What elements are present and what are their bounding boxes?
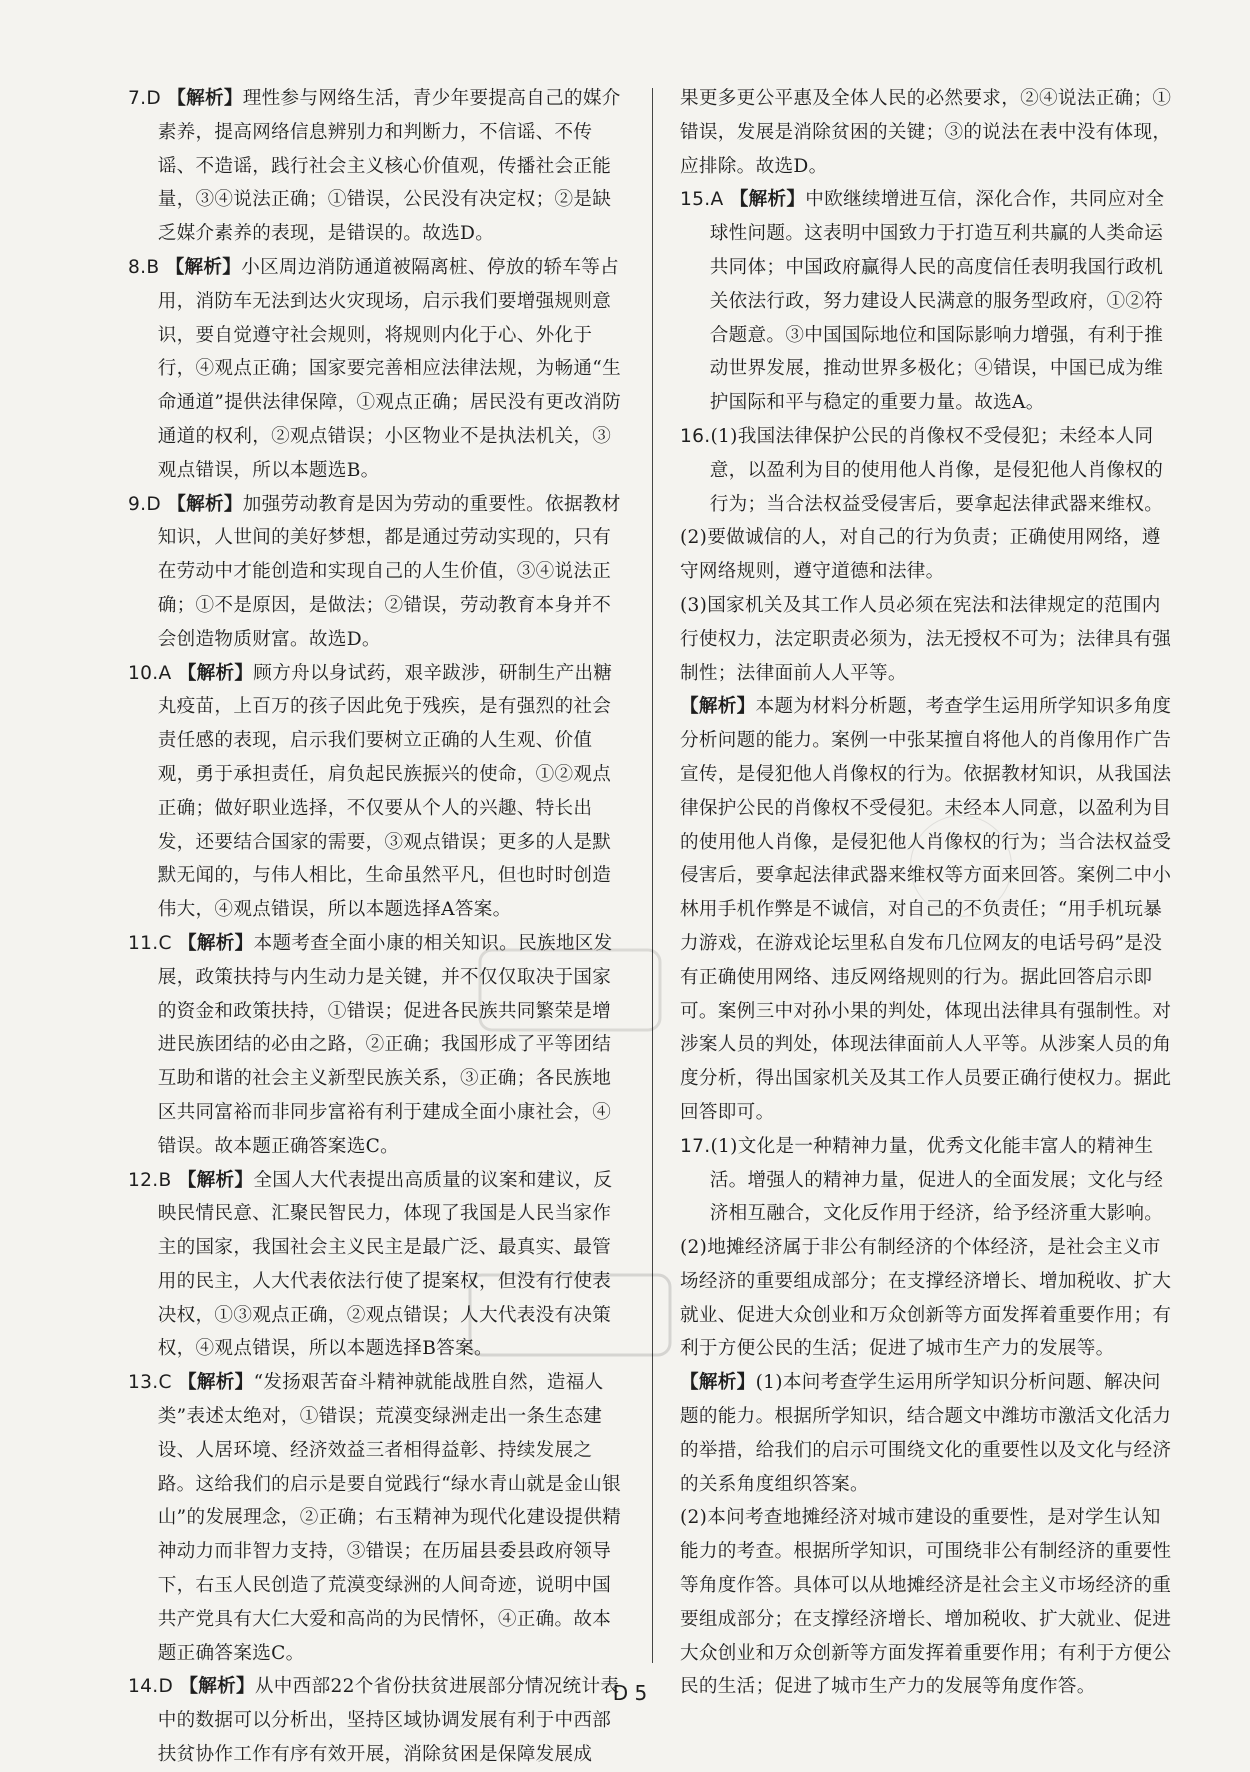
answer-item: [128, 657, 626, 927]
item-text: 顾方舟以身试药，艰辛跋涉，研制生产出糖丸疫苗，上百万的孩子因此免于残疾，是有强烈的社会责任感的表现，启示我们要树立正确的人生观、价值观，勇于承担责任，肩负起民族振兴的使命，①②观点正确；做好职业选择，不仅要从个人的兴趣、特长出发，还要结合国家的需要，③观点错误；更多的人是默默无闻的，与伟人相比，生命虽然平凡，但也时时创造伟大，④观点错误，所以本题选择A答案。: [157, 662, 613, 921]
item-number: 12.B: [128, 1169, 172, 1191]
analysis-tag: 【解析】: [177, 1372, 254, 1394]
item-number: 8.B: [128, 256, 160, 278]
analysis-tag: 【解析】: [177, 932, 254, 954]
analysis-tag: 【解析】: [165, 256, 242, 278]
analysis-tag: 【解析】: [177, 1169, 254, 1191]
item-text: (1)本问考查学生运用所学知识分析问题、解决问题的能力。根据所学知识，结合题文中潍坊市激活文化活力的举措，给我们的启示可围绕文化的重要性以及文化与经济的关系角度组织答案。: [680, 1372, 1172, 1495]
page-number: D 5: [612, 1681, 648, 1705]
answer-item: [680, 183, 1178, 420]
item-number: 7.D: [128, 88, 161, 109]
watermark-icon: [470, 935, 670, 1045]
analysis-tag: 【解析】: [179, 1676, 255, 1698]
analysis-tag: 【解析】: [177, 662, 254, 684]
analysis-tag: 【解析】: [680, 1372, 756, 1394]
item-number: 15.A: [680, 189, 724, 211]
item-text: 本题为材料分析题，考查学生运用所学知识多角度分析问题的能力。案例一中张某擅自将他人的肖像用作广告宣传，是侵犯他人肖像权的行为。依据教材知识，从我国法律保护公民的肖像权不受侵犯。未经本人同意，以盈利为目的使用他人肖像，是侵犯他人肖像权的行为；当合法权益受侵害后，要拿起法律武器来维权等方面来回答。案例二中小林用手机作弊是不诚信，对自己的不负责任；“用手机玩暴力游戏，在游戏论坛里私自发布几位网友的电话号码”是没有正确使用网络、违反网络规则的行为。据此回答启示即可。案例三中对孙小果的判处，体现出法律具有强制性。对涉案人员的判处，体现法律面前人人平等。从涉案人员的角度分析，得出国家机关及其工作人员要正确行使权力。据此回答即可。: [680, 696, 1172, 1123]
item-number: 16.: [680, 425, 711, 447]
sub-answer: [680, 1501, 1178, 1704]
item-number: 14.D: [128, 1676, 174, 1698]
answer-item: [680, 420, 1178, 521]
analysis-paragraph: [680, 690, 1178, 1129]
item-number: 17.: [680, 1135, 711, 1157]
analysis-tag: 【解析】: [729, 189, 806, 211]
item-text: 全国人大代表提出高质量的议案和建议，反映民情民意、汇聚民智民力，体现了我国是人民当家作主的国家，我国社会主义民主是最广泛、最真实、最管用的民主，人大代表依法行使了提案权，但没有行使表决权，①③观点正确，②观点错误；人大代表没有决策权，④观点错误，所以本题选择B答案。: [157, 1169, 613, 1360]
answer-item: [680, 1130, 1178, 1231]
item-text: (1)文化是一种精神力量，优秀文化能丰富人的精神生活。增强人的精神力量，促进人的全面发展；文化与经济相互融合，文化反作用于经济，给予经济重大影响。: [709, 1135, 1164, 1225]
answer-item: [128, 251, 626, 488]
item-text: 加强劳动教育是因为劳动的重要性。依据教材知识，人世间的美好梦想，都是通过劳动实现的，只有在劳动中才能创造和实现自己的人生价值，③④说法正确；①不是原因，是做法；②错误，劳动教育本身并不会创造物质财富。故选D。: [157, 493, 621, 650]
item-text: “发扬艰苦奋斗精神就能战胜自然，造福人类”表述太绝对，①错误；荒漠变绿洲走出一条生态建设、人居环境、经济效益三者相得益彰、持续发展之路。这给我们的启示是要自觉践行“绿水青山就是金山银山”的发展理念，②正确；右玉精神为现代化建设提供精神动力而非智力支持，③错误；在历届县委县政府领导下，右玉人民创造了荒漠变绿洲的人间奇迹，说明中国共产党具有大仁大爱和高尚的为民情怀，④正确。故本题正确答案选C。: [157, 1372, 622, 1664]
analysis-tag: 【解析】: [167, 493, 243, 515]
answer-item: [128, 1366, 626, 1670]
item-text: 本题考查全面小康的相关知识。民族地区发展，政策扶持与内生动力是关键，并不仅仅取决于国家的资金和政策扶持，①错误；促进各民族共同繁荣是增进民族团结的必由之路，②正确；我国形成了平等团结互助和谐的社会主义新型民族关系，③正确；各民族地区共同富裕而非同步富裕有利于建成全面小康社会，④错误。故本题正确答案选C。: [157, 932, 613, 1157]
sub-answer: [680, 1231, 1178, 1366]
answer-item: [128, 488, 626, 657]
sub-answer: [680, 589, 1178, 690]
column-divider: [652, 88, 653, 1663]
item-number: 11.C: [128, 932, 172, 954]
item-text: 小区周边消防通道被隔离桩、停放的轿车等占用，消防车无法到达火灾现场，启示我们要增强规则意识，要自觉遵守社会规则，将规则内化于心、外化于行，④观点正确；国家要完善相应法律法规，为畅通“生命通道”提供法律保障，①观点正确；居民没有更改消防通道的权利，②观点错误；小区物业不是执法机关，③观点错误，所以本题选B。: [157, 256, 622, 481]
watermark-icon: [460, 1255, 680, 1375]
sub-answer: [680, 521, 1178, 589]
item-text: 中欧继续增进互信，深化合作，共同应对全球性问题。这表明中国致力于打造互利共赢的人类命运共同体；中国政府赢得人民的高度信任表明我国行政机关依法行政，努力建设人民满意的服务型政府，①②符合题意。③中国国际地位和国际影响力增强，有利于推动世界发展，推动世界多极化；④错误，中国已成为维护国际和平与稳定的重要力量。故选A。: [709, 189, 1165, 414]
answer-item: [128, 82, 626, 251]
item-text: 果更多更公平惠及全体人民的必然要求，②④说法正确；①错误，发展是消除贫困的关键；③的说法在表中没有体现，应排除。故选D。: [680, 88, 1172, 177]
analysis-tag: 【解析】: [167, 88, 243, 109]
item-text: (2)地摊经济属于非公有制经济的个体经济，是社会主义市场经济的重要组成部分；在支撑经济增长、增加税收、扩大就业、促进大众创业和万众创新等方面发挥着重要作用；有利于方便公民的生活；促进了城市生产力的发展等。: [680, 1237, 1172, 1360]
answer-item: [128, 1670, 626, 1771]
item-number: 13.C: [128, 1372, 172, 1394]
item-number: 9.D: [128, 493, 161, 515]
item-text: (1)我国法律保护公民的肖像权不受侵犯；未经本人同意，以盈利为目的使用他人肖像，是侵犯他人肖像权的行为；当合法权益受侵害后，要拿起法律武器来维权。: [709, 425, 1164, 515]
item-number: 10.A: [128, 662, 172, 684]
item-text: 从中西部22个省份扶贫进展部分情况统计表中的数据可以分析出，坚持区域协调发展有利于中西部扶贫协作工作有序有效开展，消除贫困是保障发展成: [157, 1676, 620, 1766]
left-column: [128, 82, 626, 1772]
continued-text: [680, 82, 1178, 183]
analysis-tag: 【解析】: [680, 696, 756, 718]
item-text: (2)要做诚信的人，对自己的行为负责；正确使用网络，遵守网络规则，遵守道德和法律。: [680, 527, 1161, 583]
item-text: 理性参与网络生活，青少年要提高自己的媒介素养，提高网络信息辨别力和判断力，不信谣、不传谣、不造谣，践行社会主义核心价值观，传播社会正能量，③④说法正确；①错误，公民没有决定权；②是缺乏媒介素养的表现，是错误的。故选D。: [157, 88, 621, 245]
item-text: (3)国家机关及其工作人员必须在宪法和法律规定的范围内行使权力，法定职责必须为，法无授权不可为；法律具有强制性；法律面前人人平等。: [680, 594, 1172, 684]
item-text: (2)本问考查地摊经济对城市建设的重要性，是对学生认知能力的考查。根据所学知识，可围绕非公有制经济的重要性等角度作答。具体可以从地摊经济是社会主义市场经济的重要组成部分；在支撑经济增长、增加税收、扩大就业、促进大众创业和万众创新等方面发挥着重要作用；有利于方便公民的生活；促进了城市生产力的发展等角度作答。: [680, 1507, 1172, 1698]
analysis-paragraph: [680, 1366, 1178, 1501]
seal-stamp-icon: [910, 815, 1012, 917]
